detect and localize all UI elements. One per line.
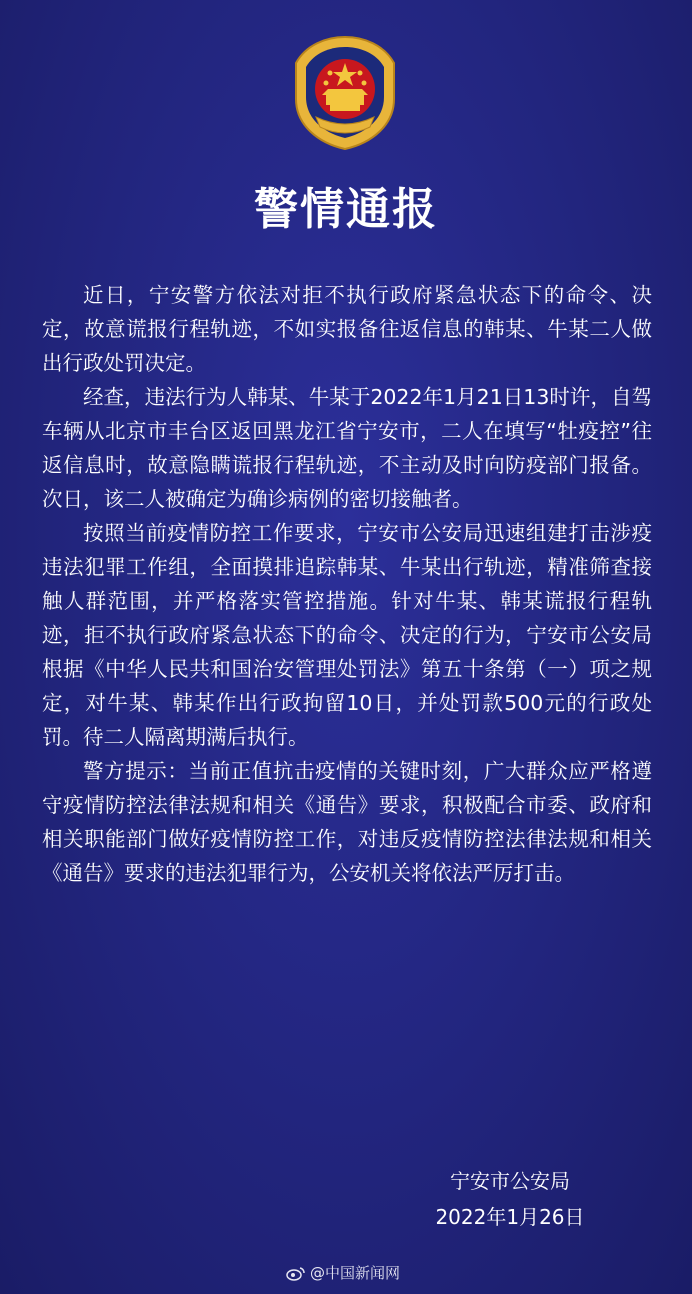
signature-block <box>430 1163 590 1235</box>
signature-org: 宁安市公安局 <box>450 1169 570 1193</box>
watermark <box>286 1262 400 1283</box>
weibo-icon <box>286 1265 306 1281</box>
page-title: 警情通报 <box>254 184 438 235</box>
paragraph: 近日，宁安警方依法对拒不执行政府紧急状态下的命令、决定，故意谎报行程轨迹，不如实报备往返信息的韩某、牛某二人做出行政处罚决定。 <box>42 283 652 375</box>
paragraph: 按照当前疫情防控工作要求，宁安市公安局迅速组建打击涉疫违法犯罪工作组，全面摸排追踪韩某、牛某出行轨迹，精准筛查接触人群范围，并严格落实管控措施。针对牛某、韩某谎报行程轨迹，拒不执行政府紧急状态下的命令、决定的行为，宁安市公安局根据《中华人民共和国治安管理处罚法》第五十条第（一）项之规定，对牛某、韩某作出行政拘留10日，并处罚款500元的行政处罚。待二人隔离期满后执行。 <box>42 521 652 749</box>
notice-body <box>42 278 652 890</box>
signature-date: 2022年1月26日 <box>435 1205 585 1229</box>
paragraph: 经查，违法行为人韩某、牛某于2022年1月21日13时许，自驾车辆从北京市丰台区返回黑龙江省宁安市，二人在填写“牡疫控”往返信息时，故意隐瞒谎报行程轨迹，不主动及时向防疫部门报备。次日，该二人被确定为确诊病例的密切接触者。 <box>42 385 652 511</box>
police-emblem-icon <box>286 33 404 151</box>
paragraph: 警方提示：当前正值抗击疫情的关键时刻，广大群众应严格遵守疫情防控法律法规和相关《通告》要求，积极配合市委、政府和相关职能部门做好疫情防控工作，对违反疫情防控法律法规和相关《通告》要求的违法犯罪行为，公安机关将依法严厉打击。 <box>42 759 652 885</box>
watermark-text: @中国新闻网 <box>310 1264 401 1282</box>
